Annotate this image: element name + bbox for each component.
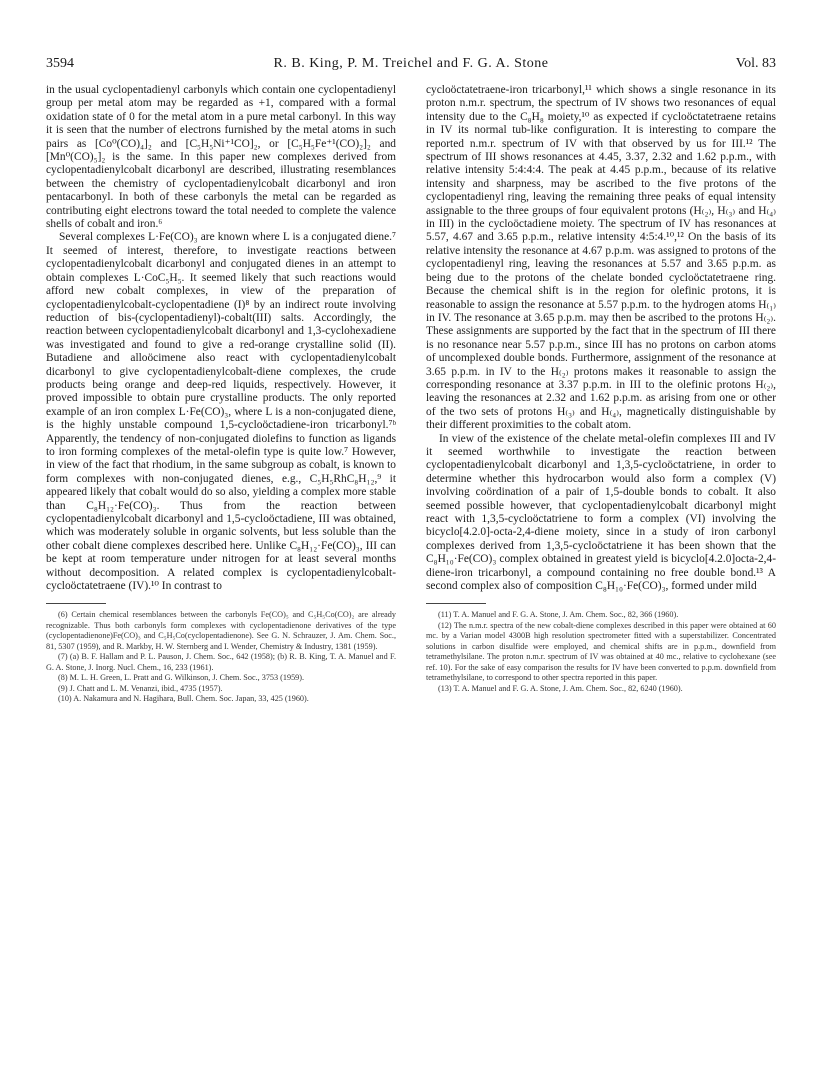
- right-column: [426, 84, 776, 694]
- right-column-body: [426, 84, 776, 593]
- paragraph: In view of the existence of the chelate metal-olefin complexes III and IV it seemed worthwhile to investigate the reaction between cyclopentadienylcobalt dicarbonyl and 1,3,5-cycloöctatriene, in order to determine whether this hydrocarbon would also form a complex (V) involving coördination of a pair of 1,5-double bonds to cobalt. It also seemed possible however, that cyclopentadienylcobalt dicarbonyl might react with 1,3,5-cycloöctatriene to form a complex (VI) involving the bicyclo[4.2.0]-octa-2,4-diene moiety, since in a study of iron carbonyl complexes derived from 1,3,5-cycloöctatriene it has been shown that the C₈H₁₀·Fe(CO)₃ complex obtained in greatest yield is bicyclo[4.2.0]octa-2,4-diene-iron tricarbonyl, a compound containing no free double bond.¹³ A second complex also of composition C₈H₁₀·Fe(CO)₃, formed under mild: [426, 432, 776, 593]
- footnote: (10) A. Nakamura and N. Hagihara, Bull. Chem. Soc. Japan, 33, 425 (1960).: [58, 694, 309, 704]
- left-column-body: [46, 84, 396, 593]
- footnote: (7) (a) B. F. Hallam and P. L. Pauson, J. Chem. Soc., 642 (1958); (b) R. B. King, T. A. Manuel and F. G. A. Stone, J. Inorg. Nucl. Chem., 16, 233 (1961).: [46, 652, 396, 672]
- volume-label: Vol. 83: [735, 56, 776, 71]
- running-head-authors: R. B. King, P. M. Treichel and F. G. A. Stone: [273, 56, 549, 71]
- page-number: 3594: [46, 56, 74, 71]
- right-footnotes: [426, 610, 776, 694]
- paragraph: in the usual cyclopentadienyl carbonyls which contain one cyclopentadienyl group per metal atom may be regarded as +1, compared with a formal oxidation state of 0 for the metal atom in a pure metal carbonyl. In this way it is seen that the number of electrons furnished by the metal atoms in such pairs as [Co⁰(CO)₄]₂ and [C₅H₅Ni⁺¹CO]₂, or [C₅H₅Fe⁺¹(CO)₂]₂ and [Mn⁰(CO)₅]₂ is the same. In this paper new complexes derived from cyclopentadienylcobalt dicarbonyl are described, illustrating resemblances between the chemistry of cyclopentadienylcobalt dicarbonyl and iron pentacarbonyl. In both of these carbonyls the metal can be regarded as contributing eight electrons toward the total needed to complete the valence shells of cobalt and iron.⁶: [46, 84, 396, 231]
- footnote: (6) Certain chemical resemblances between the carbonyls Fe(CO)₅ and C₅H₅Co(CO)₂ are already recognizable. Thus both carbonyls form complexes with cyclopentadienone derivatives of the type (cyclopentadienone)Fe(CO)₃ and C₅H₅Co(cyclopentadienone). See G. N. Schrauzer, J. Am. Chem. Soc., 81, 5307 (1959), and R. Markby, H. W. Sternberg and I. Wender, Chemistry & Industry, 1381 (1959).: [46, 610, 396, 651]
- footnote-divider: [426, 603, 486, 604]
- footnote: (8) M. L. H. Green, L. Pratt and G. Wilkinson, J. Chem. Soc., 3753 (1959).: [58, 673, 305, 683]
- left-column: [46, 84, 396, 705]
- footnote: (13) T. A. Manuel and F. G. A. Stone, J. Am. Chem. Soc., 82, 6240 (1960).: [438, 683, 683, 693]
- paragraph: Several complexes L·Fe(CO)₃ are known where L is a conjugated diene.⁷ It seemed of interest, therefore, to investigate reactions between cyclopentadienylcobalt dicarbonyl and conjugated dienes in an attempt to obtain complexes L·CoC₅H₅. It seemed likely that such reactions would afford new cobalt complexes, in view of the preparation of cyclopentadienylcobalt-cyclopentadiene (I)⁸ by an indirect route involving reduction of bis-(cyclopentadienyl)-cobalt(III) salts. Accordingly, the reaction between cyclopentadienylcobalt dicarbonyl and 1,3-cyclohexadiene was investigated and found to give a red-orange crystalline solid (II). Butadiene and alloöcimene also react with cyclopentadienylcobalt dicarbonyl to give cyclopentadienylcobalt-diene complexes, the crude products being orange and deep-red liquids, respectively. However, it proved impossible to obtain pure crystalline products. The only reported example of an iron complex L·Fe(CO)₃, where L is a non-conjugated diene, is the highly unstable compound 1,5-cycloöctadiene-iron tricarbonyl.⁷ᵇ Apparently, the tendency of non-conjugated diolefins to function as ligands to iron forming complexes of the metal-olefin type is quite low.⁷ However, in view of the fact that rhodium, in the same subgroup as cobalt, is known to form complexes with non-conjugated dienes, e.g., C₅H₅RhC₈H₁₂,⁹ it appeared likely that cobalt would do so also, yielding a complex more stable than C₈H₁₂·Fe(CO)₃. Thus from the reaction between cyclopentadienylcobalt dicarbonyl and 1,5-cycloöctadiene, III was obtained, which was moderately soluble in organic solvents, but less soluble than the other cobalt diene complexes described here. Unlike C₈H₁₂·Fe(CO)₃, III can be kept at room temperature under nitrogen for at least several months without decomposition. A related complex is cyclopentadienylcobalt-cycloöctatetraene (IV).¹⁰ In contrast to: [46, 231, 396, 593]
- left-footnotes: [46, 610, 396, 705]
- footnote: (12) The n.m.r. spectra of the new cobalt-diene complexes described in this paper were obtained at 60 mc. by a Varian model 4300B high resolution spectrometer fitted with a superstabilizer. Concentrated solutions in carbon disulfide were employed, and chemical shifts are in p.p.m., downfield from tetramethylsilane. The proton n.m.r. spectrum of IV was obtained at 40 mc., relative to cyclohexane (see ref. 10). For the sake of easy comparison the results for IV have been converted to p.p.m. downfield from tetramethylsilane, to correspond to other spectra reported in this paper.: [426, 620, 776, 683]
- footnote: (9) J. Chatt and L. M. Venanzi, ibid., 4735 (1957).: [58, 683, 223, 693]
- footnote-divider: [46, 603, 106, 604]
- footnote: (11) T. A. Manuel and F. G. A. Stone, J. Am. Chem. Soc., 82, 366 (1960).: [438, 610, 679, 620]
- page-header: [46, 56, 776, 76]
- paragraph: cycloöctatetraene-iron tricarbonyl,¹¹ which shows a single resonance in its proton n.m.r. spectrum, the spectrum of IV shows two resonances of equal intensity due to the C₈H₈ moiety,¹⁰ as expected if cycloöctatetraene retains in IV its normal tub-like configuration. It is interesting to compare the reported n.m.r. spectrum of IV with that observed by us for III.¹² The spectrum of III shows resonances at 4.45, 3.37, 2.32 and 1.62 p.p.m., with relative intensity 5:4:4:4. The peak at 4.45 p.p.m., because of its relative intensity and sharpness, may be ascribed to the five protons of the cyclopentadienyl ring, leaving the remaining three peaks of equal intensity assignable to the three groups of four equivalent protons (H₍₂₎, H₍₃₎ and H₍₄₎ in III) in the cycloöctadiene moiety. The spectrum of IV has resonances at 5.57, 4.67 and 3.65 p.p.m., relative intensity 4:5:4.¹⁰,¹² On the basis of its relative intensity the resonance at 4.67 p.p.m. was assigned to protons of the cyclopentadienyl ring, leaving the resonances at 5.57 and 3.65 p.p.m. as being due to the protons of the chelate bonded cycloöctatetraene ring. Because the chemical shift is in the region for olefinic protons, it is reasonable to assign the resonance at 5.57 p.p.m. to the hydrogen atoms H₍₁₎ in IV. The resonance at 3.65 p.p.m. may then be ascribed to the protons H₍₂₎. These assignments are supported by the fact that in the spectrum of III there is no resonance near 5.57 p.p.m., since III has no protons on carbon atoms of uncomplexed double bonds. Furthermore, assignment of the resonance at 3.65 p.p.m. in IV to the H₍₂₎ protons makes it reasonable to assign the corresponding resonance at 3.37 p.p.m. in III to the olefinic protons H₍₂₎, leaving the resonances at 2.32 and 1.62 p.p.m. as arising from one or other of the two sets of protons H₍₃₎ and H₍₄₎, magnetically distinguishable by their different proximities to the cobalt atom.: [426, 84, 776, 432]
